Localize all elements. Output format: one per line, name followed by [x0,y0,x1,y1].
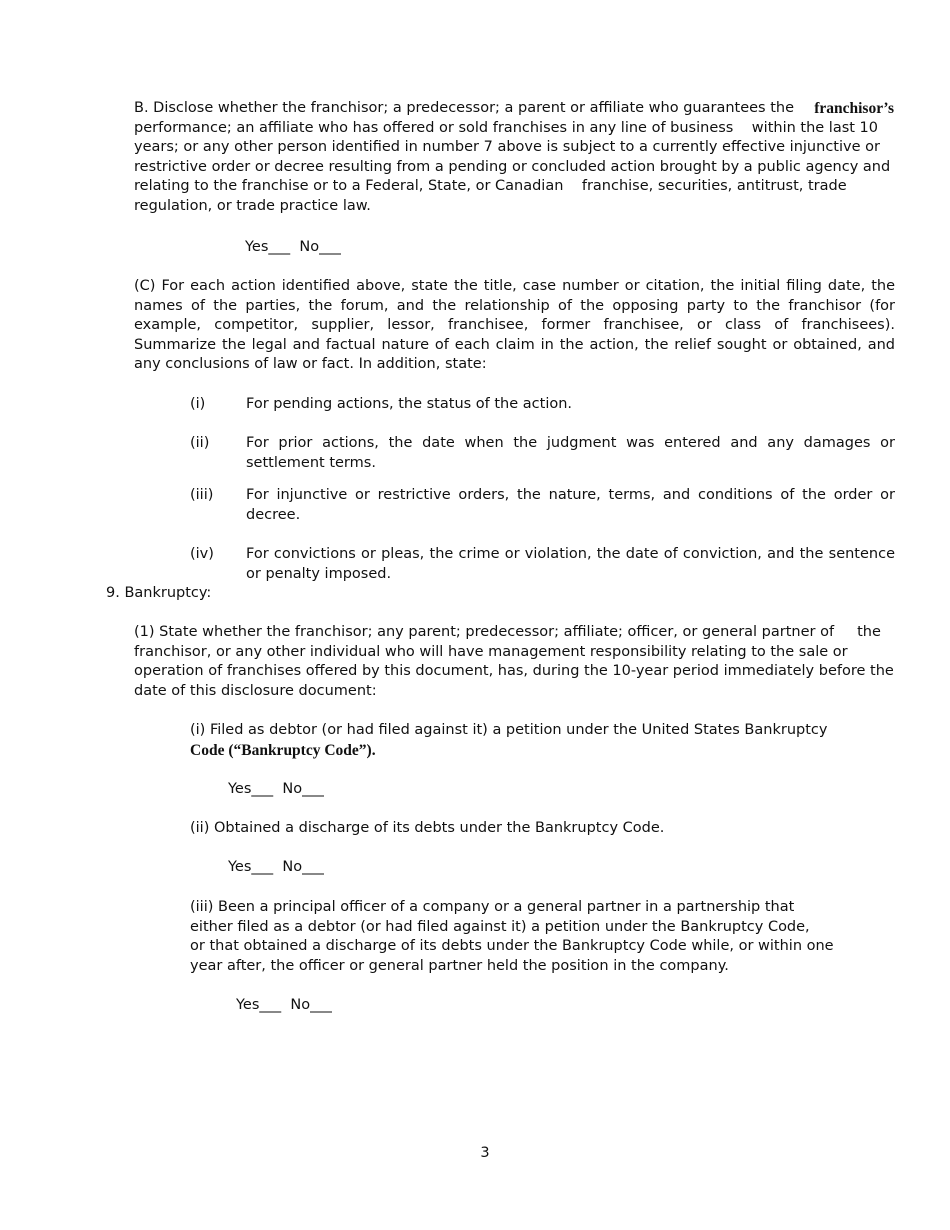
list-item-number: (iv) [190,546,214,562]
list-item-text: For pending actions, the status of the action. [246,396,573,412]
section-b-line-1: B. Disclose whether the franchisor; a predecessor; a parent or affiliate who guarantees the [134,100,795,116]
bankruptcy-question-2: (ii) Obtained a discharge of its debts under the Bankruptcy Code. [190,820,665,836]
question-1-line-1: (i) Filed as debtor (or had filed against it) a petition under the United States Bankruptcy [190,722,828,738]
bankruptcy-question-1 [190,721,827,760]
question-3-line-2: either filed as a debtor (or had filed against it) a petition under the Bankruptcy Code, [190,918,810,935]
bankruptcy-intro-line-2: franchisor, or any other individual who will have management responsibility relating to the sale or [134,643,848,660]
bankruptcy-intro-line-4: date of this disclosure document: [134,682,377,699]
page-number: 3 [480,1145,490,1161]
question-3-line-1: (iii) Been a principal officer of a company or a general partner in a partnership that [190,899,795,915]
list-item-number: (ii) [190,435,210,451]
section-b-line-5: relating to the franchise or to a Federal, State, or Canadian franchise, securities, antitrust, trade [134,178,847,194]
section-b-line-4: restrictive order or decree resulting from a pending or concluded action brought by a public agency and [134,158,891,175]
section-b-yes-no: Yes___ No___ [245,239,341,255]
bankruptcy-intro-line-3: operation of franchises offered by this document, has, during the 10-year period immediately before the [134,663,894,679]
bankruptcy-intro [134,623,895,701]
section-b-line-2: performance; an affiliate who has offered or sold franchises in any line of business within the last 10 [134,119,879,136]
list-item-text: For injunctive or restrictive orders, the nature, terms, and conditions of the order or decree. [246,487,895,523]
section-b [134,99,894,216]
bankruptcy-question-3 [190,898,834,976]
section-b-bold-word: franchisor’s [814,100,894,117]
section-b-line-6: regulation, or trade practice law. [134,197,371,214]
question-3-line-4: year after, the officer or general partner held the position in the company. [190,957,729,974]
bankruptcy-intro-line-1: (1) State whether the franchisor; any parent; predecessor; affiliate; officer, or general partner of the [134,624,881,640]
list-item-number: (i) [190,396,206,412]
question-1-line-2: Code (“Bankruptcy Code”). [190,741,376,759]
list-item [190,434,895,473]
list-item-number: (iii) [190,487,214,503]
list-item [190,486,895,525]
question-2-yes-no: Yes___ No___ [228,859,324,875]
bankruptcy-heading: 9. Bankruptcy: [106,585,212,601]
list-item-text: For prior actions, the date when the judgment was entered and any damages or settlement terms. [246,435,895,471]
question-3-yes-no: Yes___ No___ [236,997,332,1013]
section-c-paragraph: (C) For each action identified above, state the title, case number or citation, the initial filing date, the names of the parties, the forum, and the relationship of the opposing party to the franchisor (for example, competitor, supplier, lessor, franchisee, former franchisee, or class of franchisees). Summarize the legal and factual nature of each claim in the action, the relief sought or obtained, and any conclusions of law or fact. In addition, state: [134,278,895,372]
list-item [190,545,895,584]
list-item-text: For convictions or pleas, the crime or violation, the date of conviction, and the sentence or penalty imposed. [246,546,895,582]
question-1-yes-no: Yes___ No___ [228,781,324,797]
question-3-line-3: or that obtained a discharge of its debts under the Bankruptcy Code while, or within one [190,938,834,954]
section-b-line-3: years; or any other person identified in number 7 above is subject to a currently effective injunctive or [134,139,880,155]
list-item [190,395,895,415]
